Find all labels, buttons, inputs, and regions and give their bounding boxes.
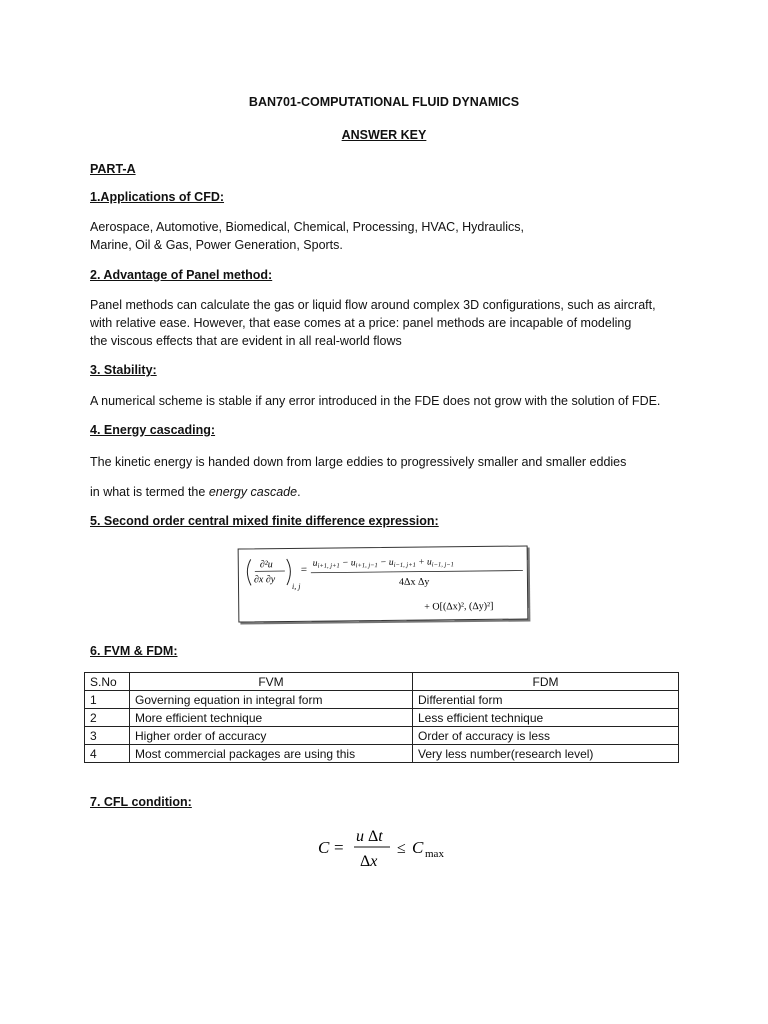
column-header-fvm: FVM [130, 673, 413, 691]
column-header-sno: S.No [85, 673, 130, 691]
table-header-row [85, 673, 679, 691]
energy-cascade-term: energy cascade [208, 485, 298, 499]
cell-fvm: Most commercial packages are using this [130, 745, 413, 763]
cell-fdm: Differential form [413, 691, 679, 709]
q1-answer [90, 218, 524, 254]
table-row [85, 691, 679, 709]
table-row [85, 745, 679, 763]
q1-heading: 1.Applications of CFD: [90, 190, 225, 204]
q4-line2-text: in what is termed the [90, 485, 209, 499]
q4-line2-end: . [297, 485, 301, 499]
svg-text:max: max [425, 848, 444, 860]
svg-text:=: = [300, 563, 308, 576]
q4-heading: 4. Energy cascading: [90, 423, 216, 437]
svg-text:4Δx Δy: 4Δx Δy [398, 576, 430, 588]
cell-fdm: Order of accuracy is less [413, 727, 679, 745]
cfl-formula [318, 822, 468, 872]
cell-sno: 4 [85, 745, 130, 763]
svg-text:i, j: i, j [291, 581, 301, 591]
q2-line: the viscous effects that are evident in all real-world flows [90, 334, 402, 348]
svg-text:Δx: Δx [360, 853, 378, 870]
fvm-fdm-table [84, 672, 679, 763]
q2-line: with relative ease. However, that ease comes at a price: panel methods are incapable of modeling [90, 316, 632, 330]
document-subtitle: ANSWER KEY [341, 128, 427, 142]
q6-heading: 6. FVM & FDM: [90, 644, 178, 658]
svg-text:ui+1, j+1 − ui+1, j−1 − ui−1,: $u_{i+1, j+1} - u_{i+1, j-1} - u_{i-1, j+1} + u_{i-1, j-1}$ [312, 557, 454, 570]
formula-image [239, 546, 528, 621]
mixed-difference-formula [238, 545, 529, 622]
q3-heading: 3. Stability: [90, 363, 157, 377]
column-header-fdm: FDM [413, 673, 679, 691]
table-row [85, 709, 679, 727]
svg-text:∂x ∂y: ∂x ∂y [253, 574, 276, 586]
q2-answer [90, 296, 656, 350]
q2-heading: 2. Advantage of Panel method: [90, 268, 273, 282]
svg-text:=: = [334, 838, 344, 857]
q1-line: Aerospace, Automotive, Biomedical, Chemical, Processing, HVAC, Hydraulics, [90, 220, 524, 234]
q1-line: Marine, Oil & Gas, Power Generation, Sports. [90, 238, 343, 252]
q4-answer-line2 [90, 483, 301, 501]
cell-fvm: More efficient technique [130, 709, 413, 727]
cell-fvm: Higher order of accuracy [130, 727, 413, 745]
q3-answer: A numerical scheme is stable if any error introduced in the FDE does not grow with the solution of FDE. [90, 394, 661, 408]
svg-text:C: C [318, 838, 330, 857]
cell-sno: 3 [85, 727, 130, 745]
cell-fvm: Governing equation in integral form [130, 691, 413, 709]
svg-text:+ O[(Δx)², (Δy)²]: + O[(Δx)², (Δy)²] [424, 600, 494, 613]
document-title: BAN701-COMPUTATIONAL FLUID DYNAMICS [248, 95, 520, 109]
q2-line: Panel methods can calculate the gas or liquid flow around complex 3D configurations, such as aircraft, [90, 298, 656, 312]
svg-text:u Δt: u Δt [356, 828, 383, 845]
q7-heading: 7. CFL condition: [90, 795, 192, 809]
cell-fdm: Less efficient technique [413, 709, 679, 727]
cell-sno: 1 [85, 691, 130, 709]
svg-text:∂²u: ∂²u [259, 559, 273, 571]
cfl-formula-image [318, 822, 468, 872]
q5-heading: 5. Second order central mixed finite difference expression: [90, 514, 439, 528]
svg-text:≤: ≤ [397, 840, 406, 857]
cell-sno: 2 [85, 709, 130, 727]
table-row [85, 727, 679, 745]
cell-fdm: Very less number(research level) [413, 745, 679, 763]
q4-answer-line1: The kinetic energy is handed down from large eddies to progressively smaller and smaller eddies [90, 455, 627, 469]
part-heading: PART-A [90, 162, 136, 176]
svg-text:C: C [412, 838, 424, 857]
